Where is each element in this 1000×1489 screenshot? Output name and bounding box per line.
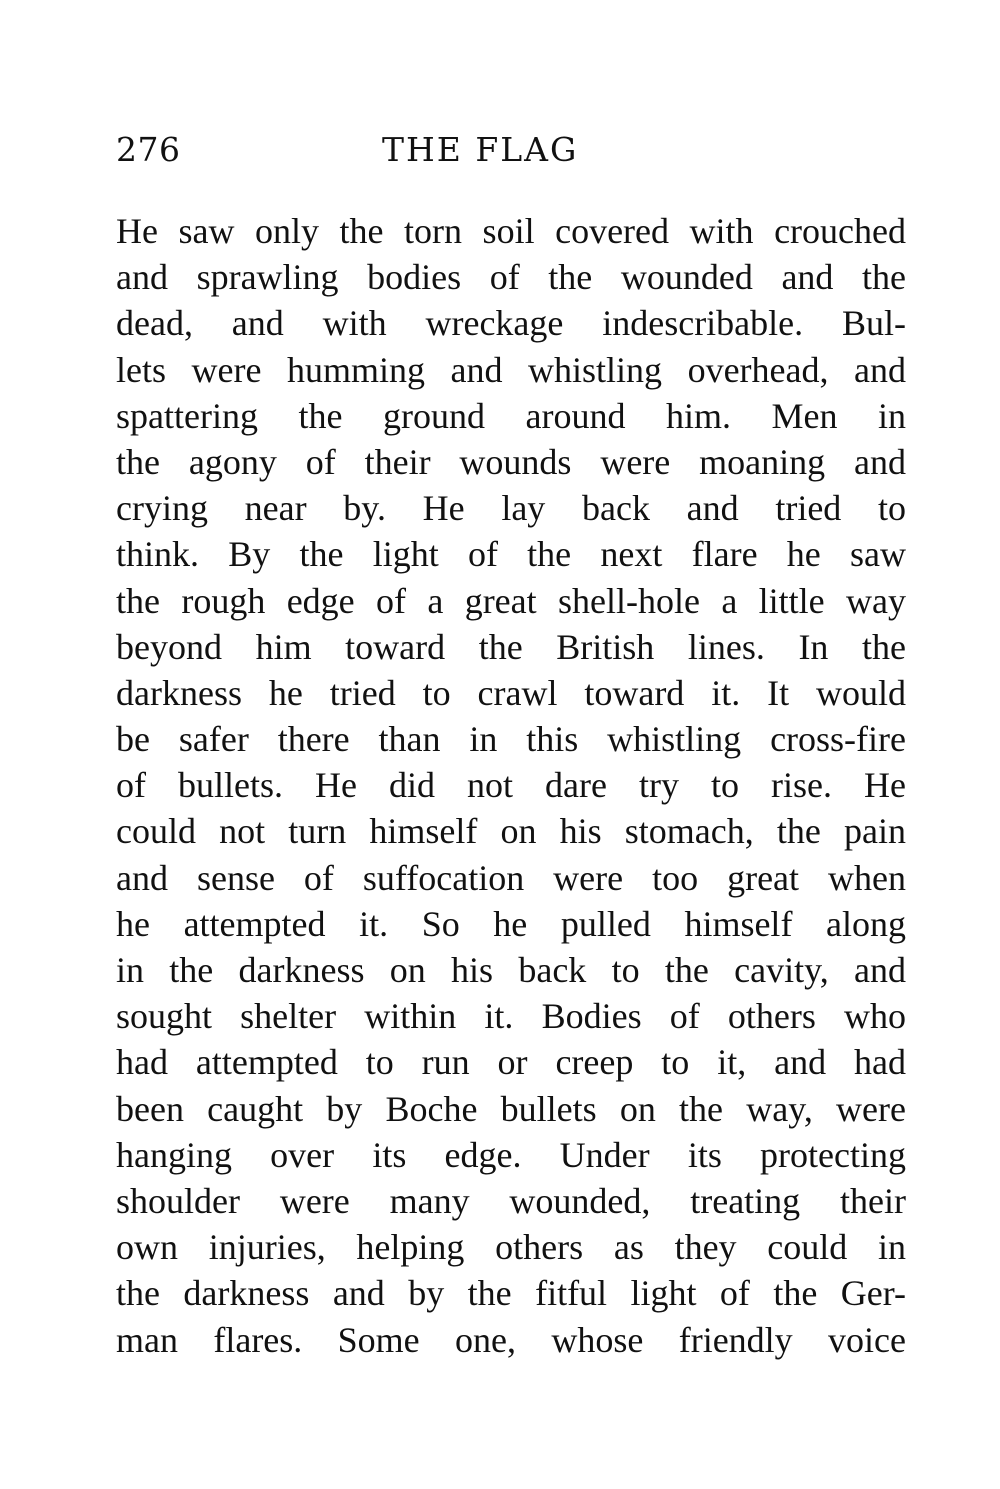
text-line: spattering the ground around him. Men in <box>116 395 906 436</box>
body-text <box>116 208 906 1363</box>
text-line: beyond him toward the British lines. In the <box>116 626 906 667</box>
text-line: own injuries, helping others as they could in <box>116 1227 906 1268</box>
text-line: man flares. Some one, whose friendly voice <box>116 1319 906 1360</box>
text-line: in the darkness on his back to the cavity, and <box>116 950 906 990</box>
text-line: hanging over its edge. Under its protecting <box>116 1134 906 1175</box>
text-line: shoulder were many wounded, treating their <box>116 1180 906 1221</box>
text-line: think. By the light of the next flare he saw <box>116 534 906 575</box>
text-line: the rough edge of a great shell-hole a little way <box>116 580 906 621</box>
text-line: had attempted to run or creep to it, and had <box>116 1042 906 1083</box>
text-line: dead, and with wreckage indescribable. Bul- <box>116 303 906 344</box>
text-line: be safer there than in this whistling cross-fire <box>116 719 906 760</box>
text-line: crying near by. He lay back and tried to <box>116 488 906 529</box>
book-page <box>116 130 906 1363</box>
text-line: could not turn himself on his stomach, the pain <box>116 811 906 852</box>
text-line: of bullets. He did not dare try to rise. He <box>116 765 906 806</box>
text-line: he attempted it. So he pulled himself along <box>116 903 906 944</box>
page-number: 276 <box>116 130 181 169</box>
running-head <box>116 130 906 178</box>
text-line: been caught by Boche bullets on the way, were <box>116 1088 906 1129</box>
text-line: the darkness and by the fitful light of the Ger- <box>116 1273 906 1314</box>
text-line: and sense of suffocation were too great when <box>116 857 906 898</box>
text-line: sought shelter within it. Bodies of others who <box>116 996 906 1037</box>
text-line: darkness he tried to crawl toward it. It would <box>116 672 906 713</box>
text-line: the agony of their wounds were moaning and <box>116 441 906 482</box>
text-line: and sprawling bodies of the wounded and the <box>116 257 906 298</box>
text-line: lets were humming and whistling overhead, and <box>116 349 906 390</box>
running-title: THE FLAG <box>382 130 579 169</box>
text-line: He saw only the torn soil covered with crouched <box>116 211 906 251</box>
